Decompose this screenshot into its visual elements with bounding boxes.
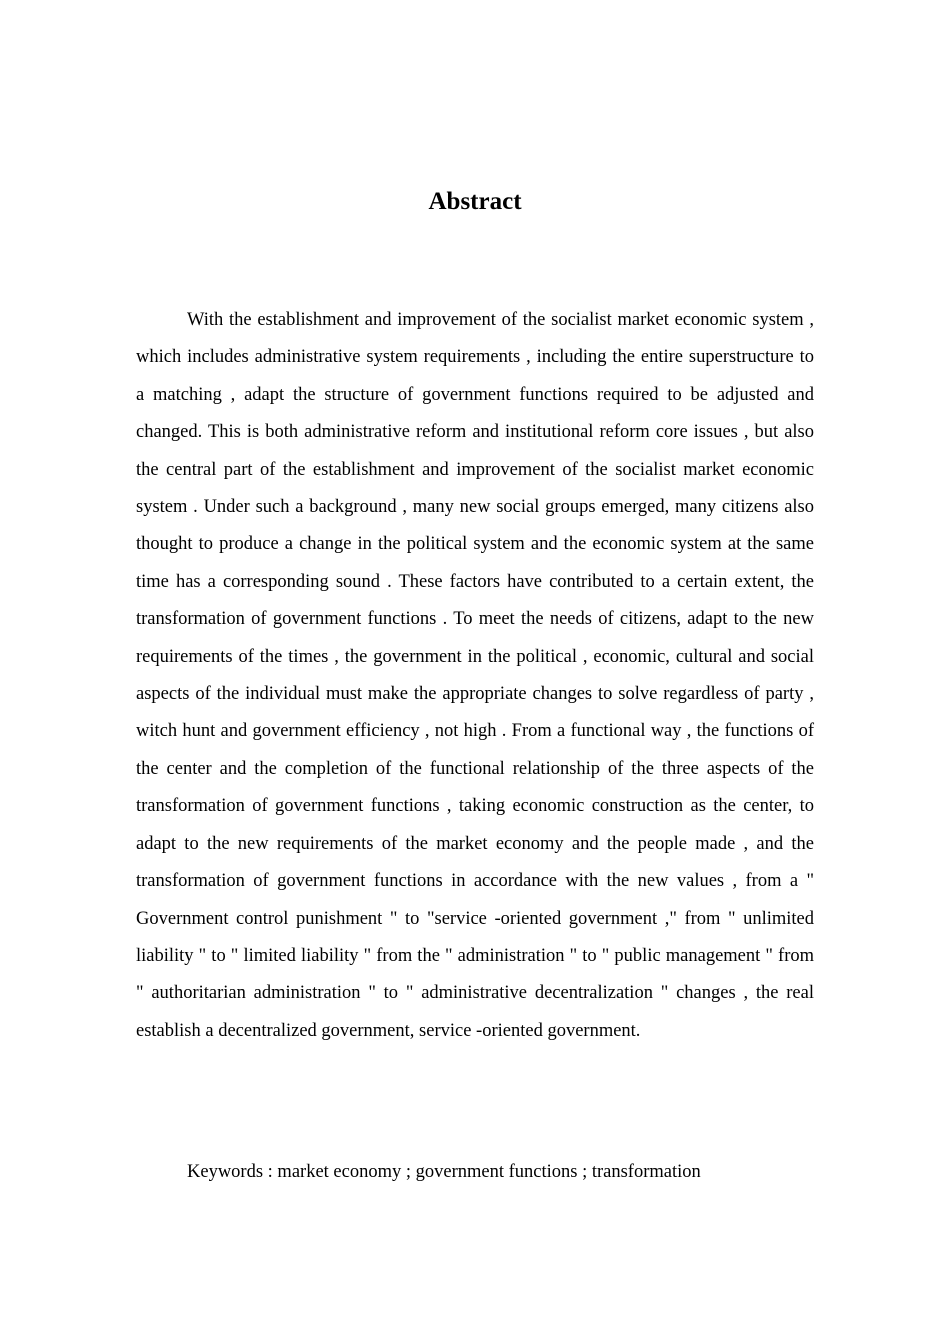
keywords-line: Keywords : market economy ; government functions ; transformation <box>187 1162 701 1182</box>
abstract-body-paragraph: With the establishment and improvement of the socialist market economic system , which includes administrative system requirements , including the entire superstructure to a matching , adapt the structure of government functions required to be adjusted and changed. This is both administrative reform and institutional reform core issues , but also the central part of the establishment and improvement of the socialist market economic system . Under such a background , many new social groups emerged, many citizens also thought to produce a change in the political system and the economic system at the same time has a corresponding sound . These factors have contributed to a certain extent, the transformation of government functions . To meet the needs of citizens, adapt to the new requirements of the times , the government in the political , economic, cultural and social aspects of the individual must make the appropriate changes to solve regardless of party , witch hunt and government efficiency , not high . From a functional way , the functions of the center and the completion of the functional relationship of the three aspects of the transformation of government functions , taking economic construction as the center, to adapt to the new requirements of the market economy and the people made , and the transformation of government functions in accordance with the new values , from a " Government control punishment " to "service -oriented government ," from " unlimited liability " to " limited liability " from the " administration " to " public management " from " authoritarian administration " to " administrative decentralization " changes , the real establish a decentralized government, service -oriented government. <box>136 310 814 1041</box>
abstract-title: Abstract <box>428 188 522 215</box>
